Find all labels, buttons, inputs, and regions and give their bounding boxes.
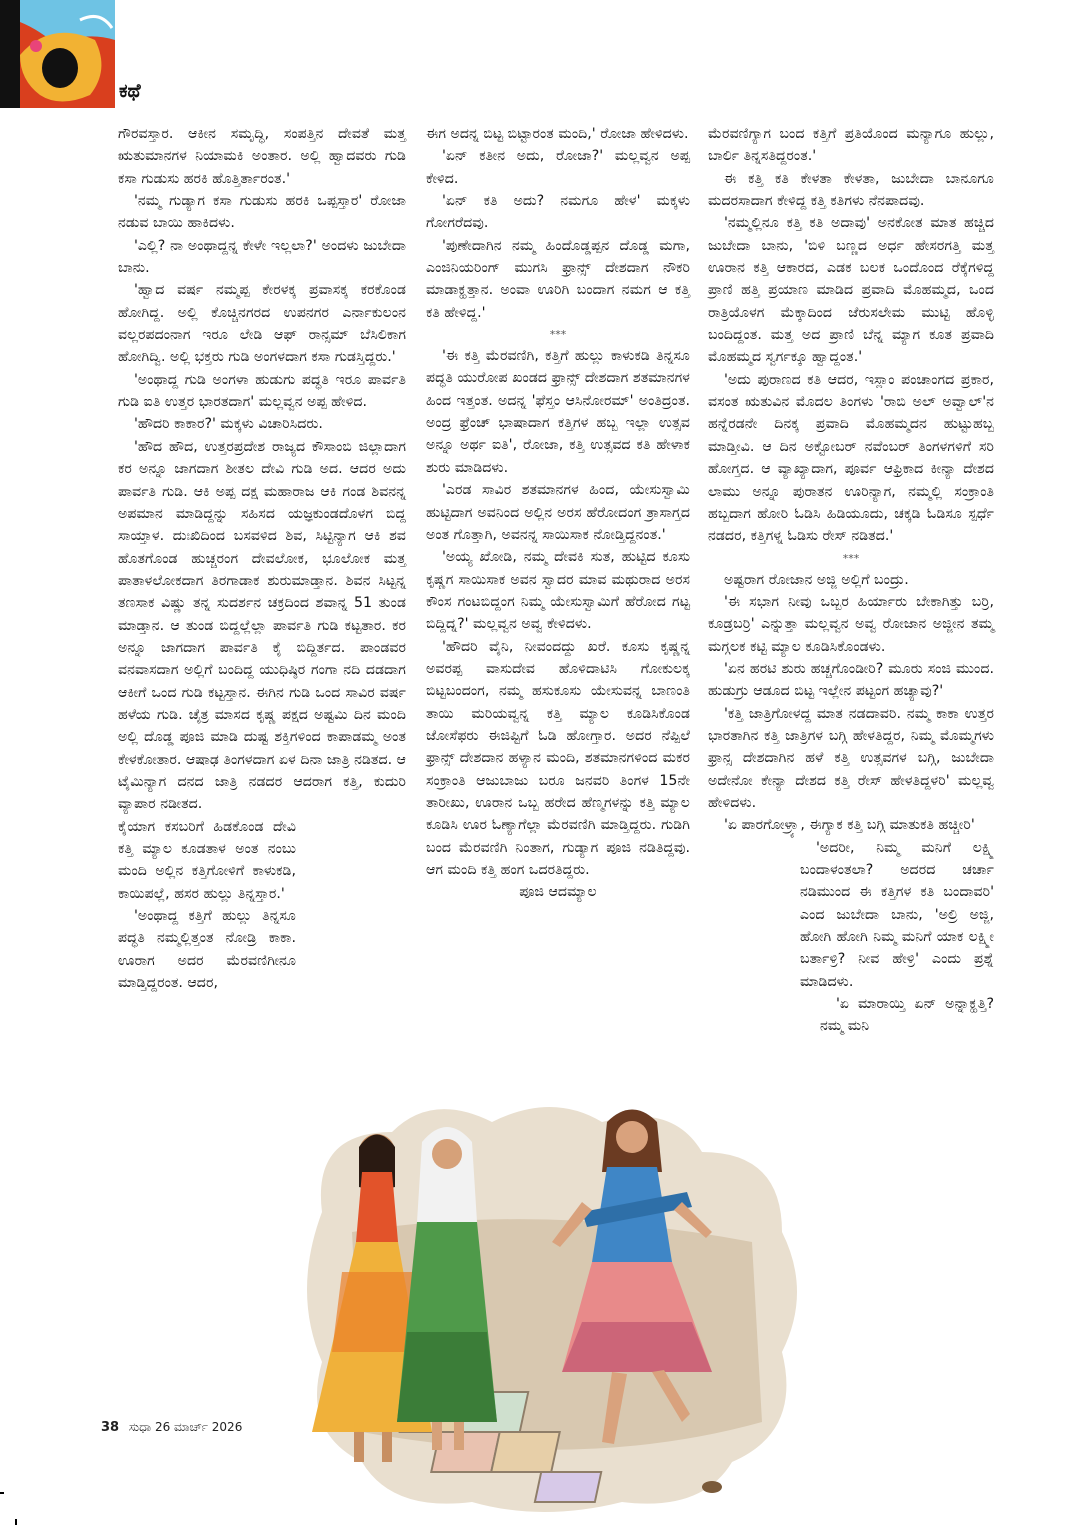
paragraph: 'ಹೌದರಿ ಕಾಕಾರ?' ಮಕ್ಕಳು ವಿಚಾರಿಸಿದರು. <box>134 416 323 433</box>
text-column-2 <box>426 123 690 904</box>
section-separator: *** <box>549 328 567 342</box>
story-illustration <box>282 1092 812 1512</box>
paragraph: 'ಏನ್ ಕತೀನ ಅದು, ರೋಜಾ?' ಮಲ್ಲವ್ವನ ಅಪ್ಪ ಕೇಳಿದ. <box>426 148 690 187</box>
crop-mark <box>0 1492 4 1494</box>
text-column-3 <box>708 123 994 1038</box>
paragraph: 'ಎರಡ ಸಾವಿರ ಶತಮಾನಗಳ ಹಿಂದ, ಯೇಸುಸ್ವಾಮಿ ಹುಟ್ಟಿದಾಗ ಅವನಿಂದ ಅಲ್ಲಿನ ಅರಸ ಹೆರೋದಂಗ ತ್ರಾಸಾಗ್ತದ ಅಂತ ಗೊತ್ತಾಗಿ, ಅವನನ್ನ ಸಾಯಿಸಾಕ ನೋಡ್ತಿದ್ದನಂತ.' <box>426 482 690 543</box>
paragraph: 'ನಮ್ಮಲ್ಲಿನೂ ಕತ್ತಿ ಕತಿ ಅದಾವು' ಅನಕೋತ ಮಾತ ಹಚ್ಚಿದ ಜುಬೇದಾ ಬಾನು, 'ಬಿಳಿ ಬಣ್ಣದ ಅರ್ಧ ಹೇಸರಗತ್ತಿ ಮತ್ತ ಊರಾನ ಕತ್ತಿ ಆಕಾರದ, ಎಡಕ ಬಲಕ ಒಂದೊಂದ ರೆಕ್ಕೆಗಳಿದ್ದ ಪ್ರಾಣಿ ಹತ್ತಿ ಪ್ರಯಾಣ ಮಾಡಿದ ಪ್ರವಾದಿ ಮೊಹಮ್ಮದ, ಒಂದ ರಾತ್ರಿಯೊಳಗ ಮೆಕ್ಕಾದಿಂದ ಜೆರುಸಲೇಮ ಮುಟ್ಟಿ ಹೊಳ್ಳಿ ಬಂದಿದ್ದಂತ. ಮತ್ತ ಅದ ಪ್ರಾಣಿ ಬೆನ್ನ ಮ್ಯಾಗ ಕೂತ ಪ್ರವಾದಿ ಮೊಹಮ್ಮದ ಸ್ವರ್ಗಕ್ಕೂ ಹ್ವಾದ್ದಂತ.' <box>708 215 994 366</box>
paragraph: 'ಏನ್ ಕತಿ ಅದು? ನಮಗೂ ಹೇಳ' ಮಕ್ಕಳು ಗೋಗರೆದವು. <box>426 193 690 232</box>
paragraph: ಈಗ ಅದನ್ನ ಬಿಟ್ಟ ಬಿಟ್ಟಾರಂತ ಮಂದಿ,' ರೋಜಾ ಹೇಳಿದಳು. <box>426 126 689 142</box>
paragraph: ಈ ಕತ್ತಿ ಕತಿ ಕೇಳತಾ ಕೇಳತಾ, ಜುಬೇದಾ ಬಾನೂಗೂ ಮದರಸಾದಾಗ ಕೇಳಿದ್ದ ಕತ್ತಿ ಕತಿಗಳು ನೆನಪಾದವು. <box>708 170 994 210</box>
section-title: ಕಥೆ <box>119 80 141 102</box>
paragraph: 'ಅಂಥಾದ್ದ ಕತ್ತಿಗೆ ಹುಲ್ಲು ತಿನ್ನಸೂ ಪದ್ಧತಿ ನಮ್ಮಲ್ಲಿತ್ತಂತ ನೋಡ್ರಿ ಕಾಕಾ. ಊರಾಗ ಅದರ ಮೆರವಣಿಗೀನೂ ಮಾಡ್ತಿದ್ದರಂತ. ಆದರ, <box>118 908 296 992</box>
stone-marker <box>702 1481 722 1493</box>
crop-mark <box>15 1519 17 1525</box>
paragraph: 'ಏನ ಹರಟಿ ಶುರು ಹಚ್ಚಗೊಂಡೀರಿ? ಮೂರು ಸಂಜಿ ಮುಂದ. ಹುಡುಗ್ರು ಆಡೂದ ಬಿಟ್ಟ ಇಲ್ಲೇನ ಪಟ್ಟಂಗ ಹಚ್ಯಾವು?' <box>708 660 994 700</box>
paragraph: 'ಏ ಪಾರಗೋಳ್ರ್ಯಾ, ಈಗ್ಯಾಕ ಕತ್ತಿ ಬಗ್ಗಿ ಮಾತುಕತಿ ಹಚ್ಚೀರಿ' <box>724 817 975 834</box>
section-separator: *** <box>842 551 860 565</box>
abstract-logo-art <box>0 0 115 108</box>
page-number: 38 <box>101 1420 120 1435</box>
paragraph: 'ಅಯ್ಯ ಖೋಡಿ, ನಮ್ಮ ದೇವಕಿ ಸುತ, ಹುಟ್ಟಿದ ಕೂಸು ಕೃಷ್ಣಗ ಸಾಯಿಸಾಕ ಅವನ ಸ್ವಾದರ ಮಾವ ಮಥುರಾದ ಅರಸ ಕೌಂಸ ಗಂಟಬಿದ್ದಂಗ ನಿಮ್ಮ ಯೇಸುಸ್ವಾಮಿಗೆ ಹೆರೋದ ಗಟ್ಟ ಬಿದ್ದಿದ್ನ?' ಮಲ್ಲವ್ವನ ಅವ್ವ ಕೇಳಿದಳು. <box>426 549 690 633</box>
paragraph: ಗೌರವಸ್ತಾರ. ಆಕೀನ ಸಮೃದ್ಧಿ, ಸಂಪತ್ತಿನ ದೇವತೆ ಮತ್ತ ಋತುಮಾನಗಳ ನಿಯಾಮಕಿ ಅಂತಾರ. ಅಲ್ಲಿ ಹ್ವಾದವರು ಗುಡಿ ಕಸಾ ಗುಡುಸು ಹರಕಿ ಹೊತ್ತಿರ್ತಾರಂತ.' <box>118 126 406 187</box>
paragraph: 'ಈ ಕತ್ತಿ ಮೆರವಣಿಗಿ, ಕತ್ತಿಗೆ ಹುಲ್ಲು ಕಾಳುಕಡಿ ತಿನ್ನಸೂ ಪದ್ಧತಿ ಯುರೋಪ ಖಂಡದ ಫ್ರಾನ್ಸ್ ದೇಶದಾಗ ಶತಮಾನಗಳ ಹಿಂದ ಇತ್ತಂತ. ಅದನ್ನ 'ಫೆಸ್ತಂ ಆಸಿನೋರಮ್' ಅಂತಿದ್ರಂತ. ಅಂದ್ರ ಫ್ರೆಂಚ್ ಭಾಷಾದಾಗ ಕತ್ತಿಗಳ ಹಬ್ಬ ಇಲ್ಲಾ ಉತ್ಸವ ಅನ್ನೂ ಅರ್ಥ ಐತಿ', ರೋಜಾ, ಕತ್ತಿ ಉತ್ಸವದ ಕತಿ ಹೇಳಾಕ ಶುರು ಮಾಡಿದಳು. <box>426 348 690 476</box>
paragraph: ಮೆರವಣಿಗ್ಯಾಗ ಬಂದ ಕತ್ತಿಗೆ ಪ್ರತಿಯೊಂದ ಮನ್ಯಾಗೂ ಹುಲ್ಲು, ಬಾರ್ಲಿ ತಿನ್ನಸತಿದ್ದರಂತ.' <box>708 126 994 165</box>
paragraph: 'ಕತ್ತಿ ಜಾತ್ರಿಗೋಳದ್ದ ಮಾತ ನಡದಾವರಿ. ನಮ್ಮ ಕಾಕಾ ಉತ್ತರ ಭಾರತಾಗಿನ ಕತ್ತಿ ಜಾತ್ರಿಗಳ ಬಗ್ಗಿ ಹೇಳತಿದ್ದರ, ನಿಮ್ಮ ಮೊಮ್ಮಗಳು ಫ್ರಾನ್ಸ ದೇಶದಾಗಿನ ಹಳೆ ಕತ್ತಿ ಉತ್ಸವಗಳ ಬಗ್ಗಿ, ಜುಬೇದಾ ಅದೇನೋ ಕೇನ್ಯಾ ದೇಶದ ಕತ್ತಿ ರೇಸ್ ಹೇಳತಿದ್ದಳರಿ' ಮಲ್ಲವ್ವ ಹೇಳಿದಳು. <box>708 705 994 811</box>
section-logo <box>0 0 115 108</box>
paragraph: 'ಎಲ್ಲಿ? ನಾ ಅಂಥಾದ್ದನ್ನ ಕೇಳೇ ಇಲ್ಲಲಾ?' ಅಂದಳು ಜುಬೇದಾ ಬಾನು. <box>118 237 406 277</box>
page-footer <box>101 1419 242 1436</box>
paragraph: 'ಈ ಸಭಾಗ ನೀವು ಒಬ್ಬರ ಹಿರ್ಯಾರು ಬೇಕಾಗಿತ್ತು ಬರ್ರಿ, ಕೂಡ್ರಬರ್ರಿ' ಎನ್ನುತ್ತಾ ಮಲ್ಲವ್ವನ ಅವ್ವ ರೋಜಾನ ಅಜ್ಜೀನ ತಮ್ಮ ಮಗ್ಗಲಕ ಕಟ್ಟಿ ಮ್ಯಾಲ ಕೂಡಿಸಿಕೊಂಡಳು. <box>708 593 994 655</box>
paragraph: 'ಹ್ವಾದ ವರ್ಷ ನಮ್ಮಪ್ಪ ಕೇರಳಕ್ಕ ಪ್ರವಾಸಕ್ಕ ಕರಕೊಂಡ ಹೋಗಿದ್ದ. ಅಲ್ಲಿ ಕೊಚ್ಚಿನಗರದ ಉಪನಗರ ಎರ್ನಾಕುಲಂನ ವಲ್ಲರಪದಂನಾಗ ಇರೂ ಲೇಡಿ ಆಫ್ ರಾನ್ಸಮ್ ಬೆಸಿಲಿಕಾಗ ಹೋಗಿದ್ವಿ. ಅಲ್ಲಿ ಭಕ್ತರು ಗುಡಿ ಅಂಗಳದಾಗ ಕಸಾ ಗುಡಸ್ತಿದ್ದರು.' <box>118 282 406 366</box>
paragraph: ಅಷ್ಟರಾಗ ರೋಜಾನ ಅಜ್ಜಿ ಅಲ್ಲಿಗೆ ಬಂದ್ರು. <box>724 571 909 588</box>
paragraph: 'ಪುಣೇದಾಗಿನ ನಮ್ಮ ಹಿಂದೊಡ್ಡಪ್ಪನ ದೊಡ್ಡ ಮಗಾ, ಎಂಜಿನಿಯರಿಂಗ್ ಮುಗಸಿ ಫ್ರಾನ್ಸ್ ದೇಶದಾಗ ನೌಕರಿ ಮಾಡಾಕ್ಹತ್ತಾನ. ಅಂವಾ ಊರಿಗಿ ಬಂದಾಗ ನಮಗ ಆ ಕತ್ತಿ ಕತಿ ಹೇಳಿದ್ದ.' <box>426 237 690 321</box>
paragraph: 'ಏ ಮಾರಾಯ್ತಿ ಏನ್ ಅನ್ನಾಕ್ಹತ್ತಿ? ನಮ್ಮ ಮನಿ <box>820 996 994 1035</box>
paragraph: 'ನಮ್ಮ ಗುಡ್ಯಾಗ ಕಸಾ ಗುಡುಸು ಹರಕಿ ಒಪ್ಪಸ್ತಾರ' ರೋಜಾ ನಡುವ ಬಾಯಿ ಹಾಕಿದಳು. <box>118 193 406 232</box>
paragraph: 'ಹೌದ ಹೌದ, ಉತ್ತರಪ್ರದೇಶ ರಾಜ್ಯದ ಕೌಸಾಂಬಿ ಜಿಲ್ಲಾದಾಗ ಕರ ಅನ್ನೂ ಜಾಗದಾಗ ಶೀತಲ ದೇವಿ ಗುಡಿ ಅದ. ಆದರ ಅದು ಪಾರ್ವತಿ ಗುಡಿ. ಆಕಿ ಅಪ್ಪ ದಕ್ಷ ಮಹಾರಾಜ ಆಕಿ ಗಂಡ ಶಿವನನ್ನ ಅಪಮಾನ ಮಾಡಿದ್ದನ್ನು ಸಹಿಸದ ಯಜ್ಞಕುಂಡದೊಳಗ ಬಿದ್ದ ಸಾಯ್ತಾಳ. ದುಃಖಿದಿಂದ ಬಸವಳಿದ ಶಿವ, ಸಿಟ್ಟಿನ್ಯಾಗ ಆಕಿ ಶವ ಹೊತಗೊಂಡ ಹುಚ್ಚರಂಗ ದೇವಲೋಕ, ಭೂಲೋಕ ಮತ್ತ ಪಾತಾಳಲೋಕದಾಗ ತಿರಗಾಡಾಕ ಶುರುಮಾಡ್ತಾನ. ಶಿವನ ಸಿಟ್ಟನ್ನ ತಣಸಾಕ ವಿಷ್ಣು ತನ್ನ ಸುದರ್ಶನ ಚಕ್ರದಿಂದ ಶವಾನ್ನ 51 ತುಂಡ ಮಾಡ್ತಾನ. ಆ ತುಂಡ ಬಿದ್ದಲ್ಲೆಲ್ಲಾ ಪಾರ್ವತಿ ಗುಡಿ ಕಟ್ಟತಾರ. ಕರ ಅನ್ನೂ ಜಾಗದಾಗ ಪಾರ್ವತಿ ಕೈ ಬಿದ್ದಿರ್ತದ. ಪಾಂಡವರ ವನವಾಸದಾಗ ಅಲ್ಲಿಗೆ ಬಂದಿದ್ದ ಯುಧಿಷ್ಠಿರ ಗಂಗಾ ನದಿ ದಡದಾಗ ಆಕೀಗೆ ಒಂದ ಗುಡಿ ಕಟ್ಟಸ್ತಾನ. ಈಗಿನ ಗುಡಿ ಒಂದ ಸಾವಿರ ವರ್ಷ ಹಳೆಯ ಗುಡಿ. ಚೈತ್ರ ಮಾಸದ ಕೃಷ್ಣ ಪಕ್ಷದ ಅಷ್ಟಮಿ ದಿನ ಮಂದಿ ಅಲ್ಲಿ ದೊಡ್ಡ ಪೂಜಿ ಮಾಡಿ ದುಷ್ಟ ಶಕ್ತಿಗಳಿಂದ ಕಾಪಾಡಮ್ಮ ಅಂತ ಕೇಳಕೋತಾರ. ಆಷಾಢ ತಿಂಗಳದಾಗ ಏಳ ದಿನಾ ಜಾತ್ರಿ ನಡಿತದ. ಆ ಟೈಮಿನ್ಯಾಗ ದನದ ಜಾತ್ರಿ ನಡದರ ಆದರಾಗ ಕತ್ತಿ, ಕುದುರಿ ವ್ಯಾಪಾರ ನಡೀತದ. <box>118 438 406 813</box>
text-column-1 <box>118 123 406 994</box>
paragraph: 'ಅಂಥಾದ್ದ ಗುಡಿ ಅಂಗಳಾ ಹುಡುಗು ಪದ್ಧತಿ ಇರೂ ಪಾರ್ವತಿ ಗುಡಿ ಐತಿ ಉತ್ತರ ಭಾರತದಾಗ' ಮಲ್ಲವ್ವನ ಅಪ್ಪ ಹೇಳಿದ. <box>118 371 406 411</box>
paragraph: 'ಹೌದರಿ ವೈನಿ, ನೀವಂದದ್ದು ಖರೆ. ಕೂಸು ಕೃಷ್ಣನ್ನ ಅವರಪ್ಪ ವಾಸುದೇವ ಹೊಳಿದಾಟಿಸಿ ಗೋಕುಲಕ್ಕ ಬಿಟ್ಟಬಂದಂಗ, ನಮ್ಮ ಹಸುಕೂಸು ಯೇಸುವನ್ನ ಬಾಣಂತಿ ತಾಯಿ ಮರಿಯವ್ವನ್ನ ಕತ್ತಿ ಮ್ಯಾಲ ಕೂಡಿಸಿಕೊಂಡ ಜೋಸೆಫರು ಈಜಿಪ್ಟಿಗೆ ಓಡಿ ಹೋಗ್ತಾರ. ಅದರ ನೆಪ್ಪಿಲೆ ಫ್ರಾನ್ಸ್ ದೇಶದಾನ ಹಳ್ಯಾನ ಮಂದಿ, ಶತಮಾನಗಳಿಂದ ಮಕರ ಸಂಕ್ರಾಂತಿ ಆಜುಬಾಜು ಬರೂ ಜನವರಿ ತಿಂಗಳ 15ನೇ ತಾರೀಖು, ಊರಾನ ಒಬ್ಬ ಹರೇದ ಹೆಣ್ಮಗಳನ್ನು ಕತ್ತಿ ಮ್ಯಾಲ ಕೂಡಿಸಿ ಊರ ಓಣ್ಯಾಗೆಲ್ಲಾ ಮೆರವಣಿಗಿ ಮಾಡ್ತಿದ್ದರು. ಗುಡಿಗಿ ಬಂದ ಮೆರವಣಿಗಿ ನಿಂತಾಗ, ಗುಡ್ಯಾಗ ಪೂಜಿ ನಡಿತಿದ್ದವು. ಆಗ ಮಂದಿ ಕತ್ತಿ ಹಂಗ ಒದರತಿದ್ದರು. <box>426 638 690 878</box>
paragraph: 'ಅದರೀ, ನಿಮ್ಮ ಮನಿಗೆ ಲಕ್ಷ್ಮಿ ಬಂದಾಳಂತಲಾ? ಅದರದ ಚರ್ಚಾ ನಡಿಮುಂದ ಈ ಕತ್ತಿಗಳ ಕತಿ ಬಂದಾವರಿ' ಎಂದ ಜುಬೇದಾ ಬಾನು, 'ಅಲ್ರಿ ಅಜ್ಜಿ, ಹೋಗಿ ಹೋಗಿ ನಿಮ್ಮ ಮನಿಗೆ ಯಾಕ ಲಕ್ಷ್ಮೀ ಬರ್ತಾಳ್ರಿ? ನೀವ ಹೇಳ್ರಿ' ಎಂದು ಪ್ರಶ್ನೆ ಮಾಡಿದಳು. <box>800 839 994 990</box>
magazine-name: ಸುಧಾ <box>128 1420 152 1434</box>
paragraph: 'ಅದು ಪುರಾಣದ ಕತಿ ಆದರ, ಇಸ್ಲಾಂ ಪಂಚಾಂಗದ ಪ್ರಕಾರ, ವಸಂತ ಋತುವಿನ ಮೊದಲ ತಿಂಗಳು 'ರಾಬಿ ಅಲ್ ಅವ್ವಾಲ್'ನ ಹನ್ನೆರಡನೇ ದಿನಕ್ಕ ಪ್ರವಾದಿ ಮೊಹಮ್ಮದನ ಹುಟ್ಟುಹಬ್ಬ ಮಾಡ್ತೀವಿ. ಆ ದಿನ ಅಕ್ಟೋಬರ್ ನವೆಂಬರ್ ತಿಂಗಳಗಳಿಗೆ ಸರಿ ಹೋಗ್ತದ. ಆ ವ್ಯಾಖ್ಯಾದಾಗ, ಪೂರ್ವ ಆಫ್ರಿಕಾದ ಕೀನ್ಯಾ ದೇಶದ ಲಾಮು ಅನ್ನೂ ಪುರಾತನ ಊರಿನ್ಯಾಗ, ನಮ್ಮಲ್ಲಿ ಸಂಕ್ರಾಂತಿ ಹಬ್ಬದಾಗ ಹೋರಿ ಓಡಿಸಿ ಹಿಡಿಯೂದು, ಚಕ್ಕಡಿ ಓಡಿಸೂ ಸ್ಪರ್ಧೆ ನಡದರ, ಕತ್ತಿಗಳ್ನ ಓಡಿಸು ರೇಸ್ ನಡಿತದ.' <box>708 371 994 545</box>
paragraph-tail: ಪೂಜಿ ಆದಮ್ಯಾಲ <box>519 884 597 901</box>
issue-date: 26 ಮಾರ್ಚ್ 2026 <box>154 1420 243 1434</box>
paragraph: ಕೈಯಾಗ ಕಸಬರಿಗೆ ಹಿಡಕೊಂಡ ದೇವಿ ಕತ್ತಿ ಮ್ಯಾಲ ಕೂಡತಾಳ ಅಂತ ನಂಬು ಮಂದಿ ಅಲ್ಲಿನ ಕತ್ತಿಗೋಳಿಗೆ ಕಾಳುಕಡಿ, ಕಾಯಿಪಲ್ಲೆ, ಹಸರ ಹುಲ್ಲು ತಿನ್ನಸ್ತಾರ.' <box>118 818 296 902</box>
